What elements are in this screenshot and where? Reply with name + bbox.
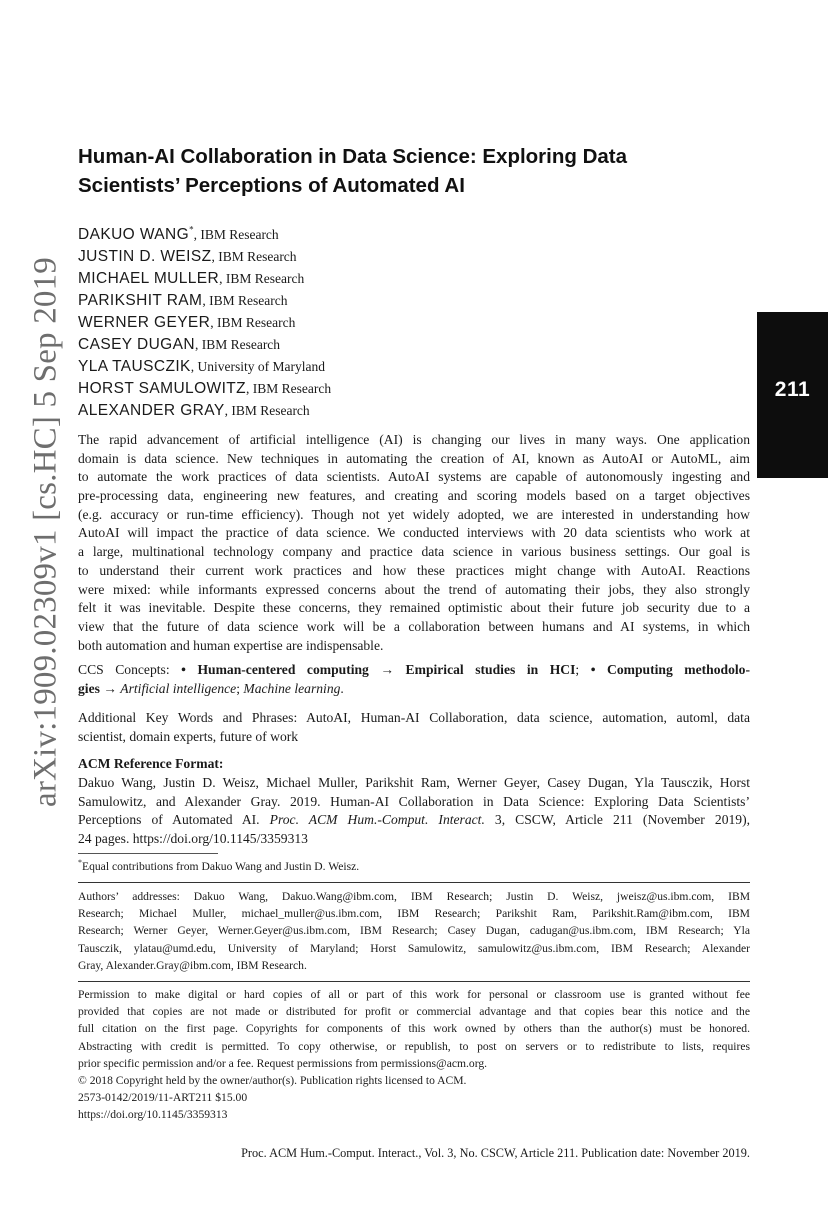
author-addresses bbox=[78, 888, 750, 974]
paper-title bbox=[78, 142, 738, 200]
author-name: ALEXANDER GRAY bbox=[78, 402, 225, 419]
ccs-line bbox=[78, 661, 750, 680]
issn-line: 2573-0142/2019/11-ART211 $15.00 bbox=[78, 1091, 248, 1105]
permission-line: provided that copies are not made or distributed for profit or commercial advantage and that copies bear this notice and the bbox=[78, 1005, 750, 1019]
author-entry: CASEY DUGAN, IBM Research bbox=[78, 336, 281, 353]
author-affiliation: IBM Research bbox=[201, 337, 281, 352]
keywords bbox=[78, 709, 750, 746]
address-line: Research; Werner Geyer, Werner.Geyer@us.ibm.com, IBM Research; Casey Dugan, cadugan@us.ibm.com, IBM Research; Yla bbox=[78, 924, 750, 938]
permission-line: prior specific permission and/or a fee. Request permissions from permissions@acm.org. bbox=[78, 1056, 488, 1070]
author-affiliation: IBM Research bbox=[225, 271, 305, 286]
ccs-concept: Computing methodolo- bbox=[607, 662, 750, 677]
permission-line: full citation on the first page. Copyrights for components of this work owned by others than the author(s) must be honored. bbox=[78, 1022, 750, 1036]
author-name: HORST SAMULOWITZ bbox=[78, 380, 247, 397]
page-footer: Proc. ACM Hum.-Comput. Interact., Vol. 3, No. CSCW, Article 211. Publication date: November 2019. bbox=[241, 1146, 750, 1160]
ccs-line bbox=[78, 680, 750, 699]
author-name: MICHAEL MULLER bbox=[78, 270, 220, 287]
abstract-line: to understand their current work practices and how these practices might change with AutoAI. Reactions bbox=[78, 562, 750, 578]
equal-contribution-mark: * bbox=[189, 224, 194, 235]
permission-line: Abstracting with credit is permitted. To copy otherwise, or republish, to post on servers or to redistribute to lists, requires bbox=[78, 1039, 750, 1053]
author-name: YLA TAUSCZIK bbox=[78, 358, 191, 375]
ccs-end: . bbox=[340, 680, 344, 696]
abstract-line: were mixed: while informants expressed concerns about the trend of automating their jobs, they also strongly bbox=[78, 581, 750, 597]
keywords-line: Additional Key Words and Phrases: AutoAI, Human-AI Collaboration, data science, automation, automl, data bbox=[78, 710, 750, 725]
abstract-line: The rapid advancement of artificial intelligence (AI) is changing our lives in many ways. One application bbox=[78, 432, 750, 447]
footnote-line bbox=[78, 858, 750, 875]
address-line: Research; Michael Muller, michael_muller@us.ibm.com, IBM Research; Parikshit Ram, Parikshit.Ram@ibm.com, IBM bbox=[78, 907, 750, 921]
ccs-arrow: → bbox=[368, 662, 406, 677]
abstract-line: AutoAI will impact the practice of data science. We conducted interviews with 20 data scientists who work at bbox=[78, 525, 750, 541]
ccs-separator: ; bbox=[236, 680, 244, 696]
footnote-mark: * bbox=[78, 858, 82, 868]
abstract-line: (e.g. accuracy or run-time efficiency). Though not yet widely adopted, we are interested in understanding how bbox=[78, 506, 750, 522]
address-line: Authors’ addresses: Dakuo Wang, Dakuo.Wang@ibm.com, IBM Research; Justin D. Weisz, jweisz@us.ibm.com, IBM bbox=[78, 890, 750, 903]
acm-reference-heading: ACM Reference Format: bbox=[78, 756, 224, 771]
ccs-concept: Machine learning bbox=[243, 680, 341, 696]
abstract-line: a large, multinational technology company and practice data science in various business settings. Our goal is bbox=[78, 544, 750, 560]
author-entry: PARIKSHIT RAM, IBM Research bbox=[78, 292, 288, 309]
abstract-line: to automate the work practices of data scientists. AutoAI systems are capable of autonomously ingesting and bbox=[78, 469, 750, 485]
address-line: Tausczik, ylatau@umd.edu, University of Maryland; Horst Samulowitz, samulowitz@us.ibm.com, IBM Research; Alexander bbox=[78, 941, 750, 955]
author-name: WERNER GEYER bbox=[78, 314, 211, 331]
author-entry: WERNER GEYER, IBM Research bbox=[78, 314, 296, 331]
ccs-concept: gies bbox=[78, 680, 100, 696]
acm-reference-citation bbox=[78, 774, 750, 849]
abstract-line: pre-processing data, engineering new features, and creating and scoring models based on a target objectives bbox=[78, 488, 750, 504]
ccs-concept: Empirical studies in HCI bbox=[405, 662, 576, 677]
author-entry: JUSTIN D. WEISZ, IBM Research bbox=[78, 248, 297, 265]
address-line: Gray, Alexander.Gray@ibm.com, IBM Research. bbox=[78, 958, 307, 972]
ccs-concepts bbox=[78, 661, 750, 698]
citation-line: Samulowitz, and Alexander Gray. 2019. Human-AI Collaboration in Data Science: Exploring Data Scientists’ bbox=[78, 793, 750, 809]
ccs-concept: Human-centered computing bbox=[197, 662, 369, 677]
author-name: PARIKSHIT RAM bbox=[78, 292, 203, 309]
title-line-2: Scientists’ Perceptions of Automated AI bbox=[78, 174, 465, 197]
footnote-text: Equal contributions from Dakuo Wang and Justin D. Weisz. bbox=[82, 860, 360, 873]
title-line-1: Human-AI Collaboration in Data Science: Exploring Data bbox=[78, 145, 628, 168]
article-number: 211 bbox=[774, 378, 811, 401]
author-name: JUSTIN D. WEISZ bbox=[78, 248, 212, 265]
citation-text: Perceptions of Automated AI. bbox=[78, 812, 270, 828]
ccs-concept: Artificial intelligence bbox=[120, 680, 237, 696]
ccs-arrow: → bbox=[99, 680, 121, 696]
abstract-line: felt it was inevitable. Despite these concerns, they remained optimistic about their future job security due to a bbox=[78, 600, 750, 616]
author-affiliation: University of Maryland bbox=[197, 359, 325, 374]
keywords-line: scientist, domain experts, future of work bbox=[78, 728, 299, 744]
author-list bbox=[78, 224, 331, 422]
abstract-line: both automation and human expertise are indispensable. bbox=[78, 637, 384, 653]
citation-line: 24 pages. https://doi.org/10.1145/3359313 bbox=[78, 831, 308, 847]
arxiv-stamp: arXiv:1909.02309v1 [cs.HC] 5 Sep 2019 bbox=[27, 256, 64, 808]
citation-venue: Proc. ACM Hum.-Comput. Interact. bbox=[269, 812, 485, 828]
citation-line: Dakuo Wang, Justin D. Weisz, Michael Muller, Parikshit Ram, Werner Geyer, Casey Dugan, Yla Tausczik, Horst bbox=[78, 775, 750, 790]
author-name: CASEY DUGAN bbox=[78, 336, 195, 353]
ccs-separator: ; bbox=[575, 662, 591, 677]
doi-link[interactable]: https://doi.org/10.1145/3359313 bbox=[78, 1108, 228, 1122]
author-entry: ALEXANDER GRAY, IBM Research bbox=[78, 402, 310, 419]
abstract bbox=[78, 431, 750, 655]
permission-line: Permission to make digital or hard copies of all or part of this work for personal or classroom use is granted without fee bbox=[78, 988, 750, 1001]
abstract-line: domain is data science. New techniques in automating the creation of AI, known as AutoAI or AutoML, aim bbox=[78, 450, 750, 466]
author-entry: DAKUO WANG*, IBM Research bbox=[78, 224, 279, 243]
author-affiliation: IBM Research bbox=[252, 381, 332, 396]
author-name: DAKUO WANG bbox=[78, 226, 190, 243]
author-affiliation: IBM Research bbox=[217, 315, 296, 330]
author-affiliation: IBM Research bbox=[218, 249, 297, 264]
permission-notice bbox=[78, 986, 750, 1124]
author-entry: YLA TAUSCZIK, University of Maryland bbox=[78, 358, 325, 375]
author-affiliation: IBM Research bbox=[200, 227, 279, 242]
author-affiliation: IBM Research bbox=[209, 293, 288, 308]
ccs-bullet: • bbox=[181, 662, 198, 677]
section-rule bbox=[78, 981, 750, 982]
citation-text: 3, CSCW, Article 211 (November 2019), bbox=[484, 812, 750, 828]
section-rule bbox=[78, 882, 750, 883]
citation-line bbox=[78, 811, 750, 830]
footnote bbox=[78, 858, 750, 875]
article-tab bbox=[757, 312, 828, 478]
copyright-line: © 2018 Copyright held by the owner/author(s). Publication rights licensed to ACM. bbox=[78, 1073, 467, 1087]
author-entry: MICHAEL MULLER, IBM Research bbox=[78, 270, 305, 287]
abstract-line: view that the future of data science work will be a collaboration between humans and AI systems, in which bbox=[78, 618, 750, 634]
author-affiliation: IBM Research bbox=[231, 403, 310, 418]
ccs-label: CCS Concepts: bbox=[78, 662, 182, 677]
ccs-bullet: • bbox=[590, 662, 608, 677]
footnote-rule bbox=[78, 853, 218, 854]
author-entry: HORST SAMULOWITZ, IBM Research bbox=[78, 380, 332, 397]
